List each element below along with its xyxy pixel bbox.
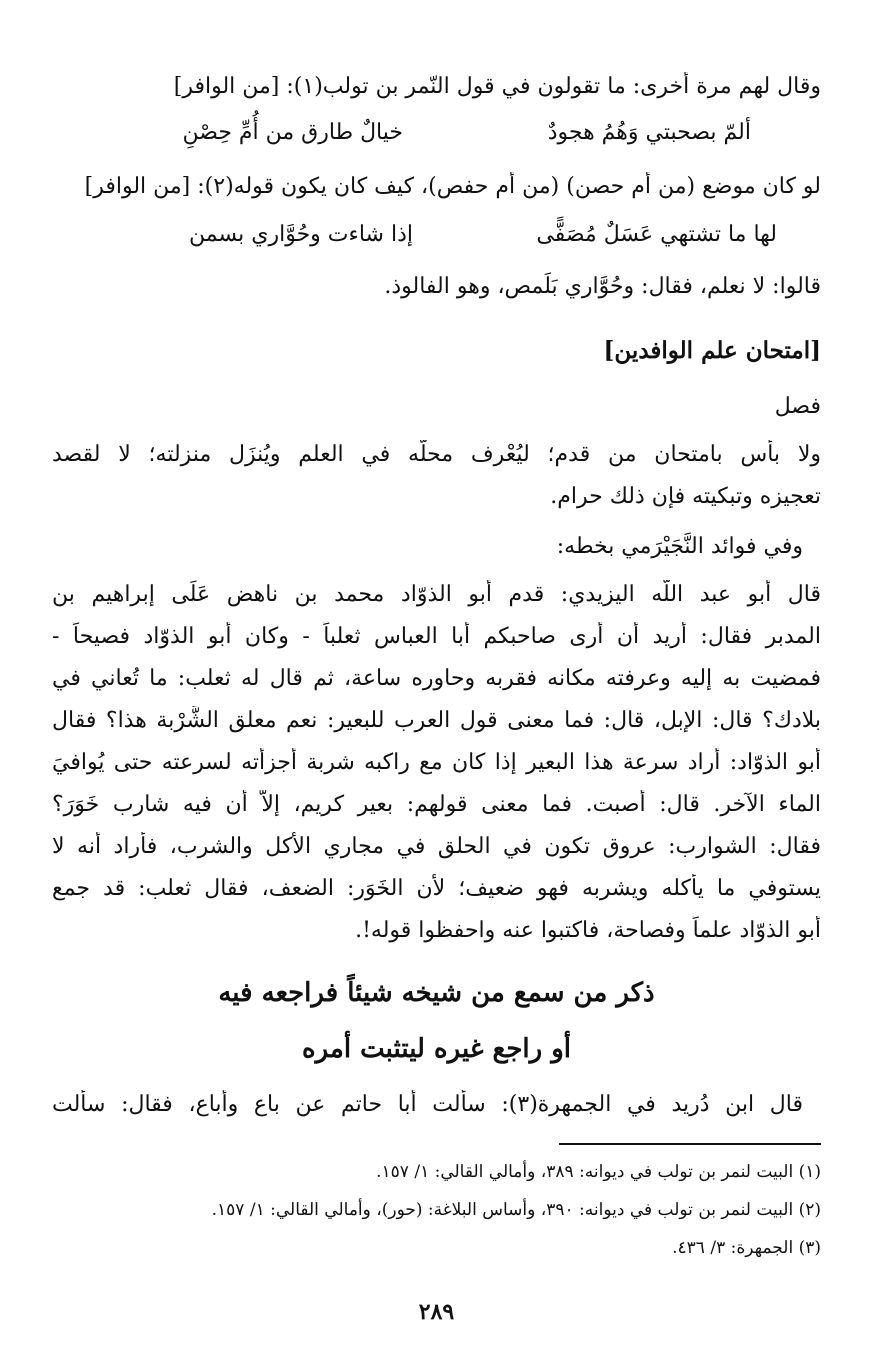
- text-line: لو كان موضع (من أم حصن) (من أم حفص)، كيف كان يكون قوله(٢): [من الوافر]: [84, 174, 821, 199]
- verse-2-second-hemistich: إذا شاءت وحُوَّاري بسمن: [189, 222, 413, 247]
- paragraph-line: المدبر فقال: أريد أن أرى صاحبكم أبا العباس ثعلباً - وكان أبو الذوّاد فصيحاً -: [52, 624, 821, 649]
- chapter-subtitle: أو راجع غيره ليتثبت أمره: [301, 1034, 572, 1064]
- verse-1-second-hemistich: خيالٌ طارق من أُمِّ حِصْنِ: [182, 120, 403, 145]
- paragraph-line: تعجيزه وتبكيته فإن ذلك حرام.: [550, 484, 821, 509]
- footnote: (٣) الجمهرة: ٣/ ٤٣٦.: [672, 1238, 821, 1258]
- paragraph-line: الماء الآخر. قال: أصبت. فما معنى قولهم: بعير كريم، إلاّ أن فيه شارب خَوَرَ؟: [52, 792, 821, 817]
- section-heading: [امتحان علم الوافدين]: [603, 337, 821, 364]
- chapter-title: ذكر من سمع من شيخه شيئاً فراجعه فيه: [218, 978, 655, 1008]
- verse-1-first-hemistich: ألمّ بصحبتي وَهُمُ هجودٌ: [547, 120, 751, 145]
- paragraph-line: أبو الذوّاد: أراد سرعة هذا البعير إذا كان مع راكبه شربة أجزأته لسرعته حتى يُوافيَ: [52, 750, 821, 775]
- paragraph-line: وفي فوائد النَّجَيْرَمي بخطه:: [556, 534, 803, 559]
- footnote-divider: [559, 1143, 821, 1145]
- paragraph-line: فقال: الشوارب: عروق تكون في الحلق في مجاري الأكل والشرب، فأراد أنه لا: [52, 834, 821, 859]
- paragraph-line: يستوفي ما يأكله ويشربه فهو ضعيف؛ لأن الخَوَر: الضعف، فقال ثعلب: قد جمع: [52, 876, 821, 901]
- text-line: قالوا: لا نعلم، فقال: وحُوَّاري بَلَمص، وهو الفالوذ.: [384, 274, 821, 299]
- paragraph-line: قال ابن دُريد في الجمهرة(٣): سألت أبا حاتم عن باع وأباع، فقال: سألت: [52, 1092, 803, 1117]
- footnote: (١) البيت لنمر بن تولب في ديوانه: ٣٨٩، وأمالي القالي: ١/ ١٥٧.: [376, 1162, 821, 1182]
- paragraph-line: أبو الذوّاد علماً وفصاحة، فاكتبوا عنه واحفظوا قوله!.: [355, 918, 821, 943]
- paragraph-line: قال أبو عبد اللّه اليزيدي: قدم أبو الذوّاد محمد بن ناهض عَلَى إبراهيم بن: [52, 582, 821, 607]
- paragraph-line: ولا بأس بامتحان من قدم؛ ليُعْرف محلُّه في العلم ويُنزَل منزلته؛ لا لقصد: [52, 442, 821, 467]
- page-number: ٢٨٩: [418, 1299, 455, 1325]
- paragraph-line: فمضيت به إليه وعرفته مكانه فقربه وحاوره ساعة، ثم قال له ثعلب: ما تُعاني في: [52, 666, 821, 691]
- paragraph-line: بلادك؟ قال: الإبل، قال: فما معنى قول العرب للبعير: نعم معلق الشَّرْبة هذا؟ فقال: [52, 708, 821, 733]
- footnote: (٢) البيت لنمر بن تولب في ديوانه: ٣٩٠، وأساس البلاغة: (حور)، وأمالي القالي: ١/ ١٥٧.: [211, 1200, 821, 1220]
- verse-2-first-hemistich: لها ما تشتهي عَسَلٌ مُصَفًّى: [536, 222, 777, 247]
- text-line: وقال لهم مرة أخرى: ما تقولون في قول النّمر بن تولب(١): [من الوافر]: [173, 74, 821, 99]
- section-label: فصل: [774, 394, 821, 419]
